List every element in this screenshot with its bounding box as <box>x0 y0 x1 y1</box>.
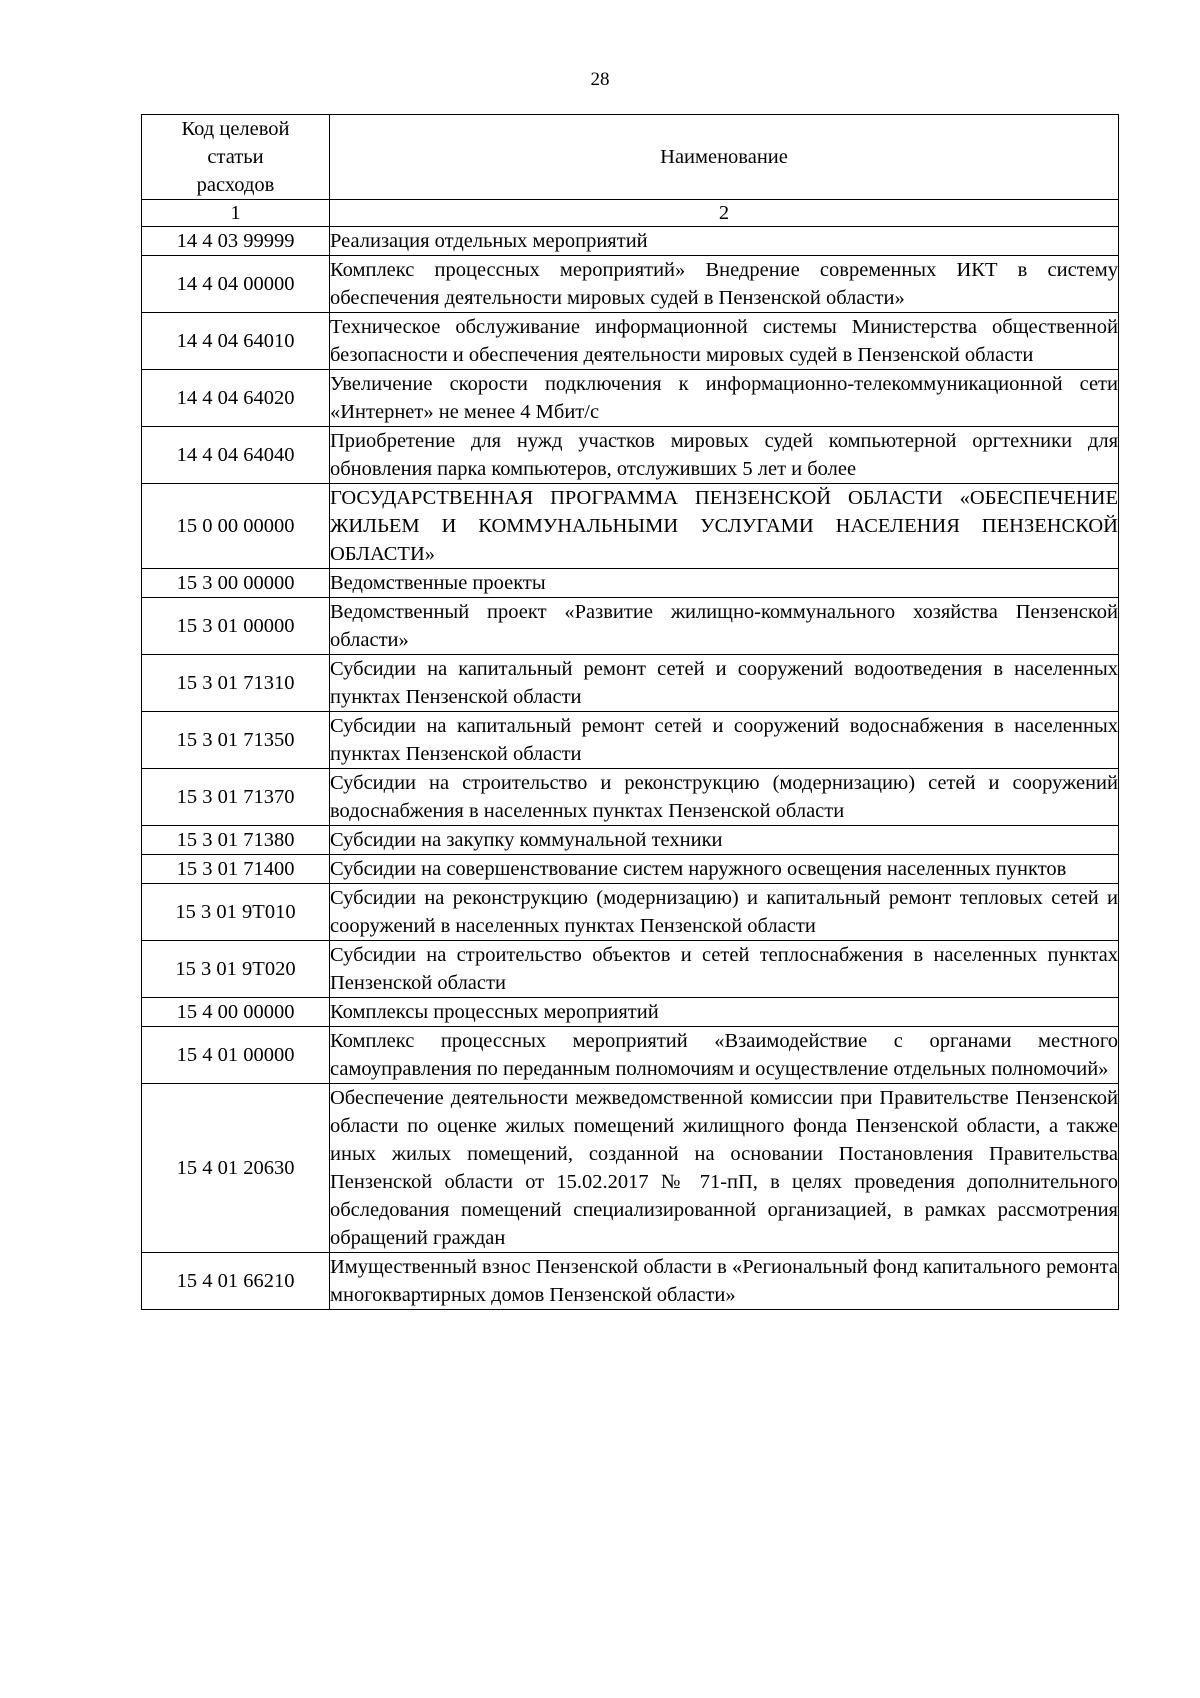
budget-code-table <box>141 114 1119 1310</box>
row-name: Имущественный взнос Пензенской области в «Региональный фонд капитального ремонта многоквартирных домов Пензенской области» <box>330 1253 1119 1310</box>
row-code: 15 4 00 00000 <box>142 998 330 1027</box>
row-name: Субсидии на капитальный ремонт сетей и сооружений водоотведения в населенных пунктах Пензенской области <box>330 655 1119 712</box>
row-code: 15 3 01 00000 <box>142 598 330 655</box>
row-name: Обеспечение деятельности межведомственной комиссии при Правительстве Пензенской области по оценке жилых помещений жилищного фонда Пензенской области, а также иных жилых помещений, созданной на основании Постановления Правительства Пензенской области от 15.02.2017 № 71-пП, в целях проведения дополнительного обследования помещений специализированной организацией, в рамках рассмотрения обращений граждан <box>330 1084 1119 1253</box>
row-code: 15 4 01 66210 <box>142 1253 330 1310</box>
table-row <box>142 655 1119 712</box>
row-code: 14 4 04 00000 <box>142 256 330 313</box>
row-name: Субсидии на реконструкцию (модернизацию) и капитальный ремонт тепловых сетей и сооружений в населенных пунктах Пензенской области <box>330 884 1119 941</box>
table-row <box>142 484 1119 569</box>
page-number: 28 <box>590 69 610 90</box>
row-code: 15 3 00 00000 <box>142 569 330 598</box>
row-code: 14 4 04 64040 <box>142 427 330 484</box>
table-row <box>142 769 1119 826</box>
table-row <box>142 1253 1119 1310</box>
header-code <box>142 115 330 200</box>
table-row <box>142 227 1119 256</box>
table-row <box>142 1084 1119 1253</box>
row-name: Приобретение для нужд участков мировых судей компьютерной оргтехники для обновления парка компьютеров, отслуживших 5 лет и более <box>330 427 1119 484</box>
table-row <box>142 598 1119 655</box>
row-name: Субсидии на капитальный ремонт сетей и сооружений водоснабжения в населенных пунктах Пензенской области <box>330 712 1119 769</box>
row-name: Техническое обслуживание информационной системы Министерства общественной безопасности и обеспечения деятельности мировых судей в Пензенской области <box>330 313 1119 370</box>
row-name: ГОСУДАРСТВЕННАЯ ПРОГРАММА ПЕНЗЕНСКОЙ ОБЛАСТИ «ОБЕСПЕЧЕНИЕ ЖИЛЬЕМ И КОММУНАЛЬНЫМИ УСЛУГАМИ НАСЕЛЕНИЯ ПЕНЗЕНСКОЙ ОБЛАСТИ» <box>330 484 1119 569</box>
table-row <box>142 941 1119 998</box>
row-code: 14 4 04 64020 <box>142 370 330 427</box>
table-header-row <box>142 115 1119 200</box>
row-name: Субсидии на строительство и реконструкцию (модернизацию) сетей и сооружений водоснабжения в населенных пунктах Пензенской области <box>330 769 1119 826</box>
row-name: Ведомственные проекты <box>330 569 1119 598</box>
table-row <box>142 1027 1119 1084</box>
table-row <box>142 256 1119 313</box>
table-row <box>142 569 1119 598</box>
table-row <box>142 855 1119 884</box>
table-row <box>142 427 1119 484</box>
row-code: 15 0 00 00000 <box>142 484 330 569</box>
row-code: 15 3 01 71380 <box>142 826 330 855</box>
column-number-row <box>142 200 1119 227</box>
row-name: Увеличение скорости подключения к информационно-телекоммуникационной сети «Интернет» не менее 4 Мбит/с <box>330 370 1119 427</box>
header-code-line: расходов <box>196 174 275 196</box>
row-name: Реализация отдельных мероприятий <box>330 227 1119 256</box>
header-code-line: статьи <box>207 146 264 168</box>
row-code: 15 4 01 00000 <box>142 1027 330 1084</box>
table-body <box>142 200 1119 1310</box>
table-row <box>142 884 1119 941</box>
column-number: 2 <box>330 200 1119 227</box>
row-code: 15 3 01 9Т010 <box>142 884 330 941</box>
row-name: Субсидии на совершенствование систем наружного освещения населенных пунктов <box>330 855 1119 884</box>
table-row <box>142 313 1119 370</box>
table-row <box>142 712 1119 769</box>
row-code: 15 3 01 71370 <box>142 769 330 826</box>
row-code: 14 4 04 64010 <box>142 313 330 370</box>
row-name: Ведомственный проект «Развитие жилищно-коммунального хозяйства Пензенской области» <box>330 598 1119 655</box>
row-code: 15 4 01 20630 <box>142 1084 330 1253</box>
row-name: Комплексы процессных мероприятий <box>330 998 1119 1027</box>
table-row <box>142 370 1119 427</box>
row-name: Комплекс процессных мероприятий «Взаимодействие с органами местного самоуправления по переданным полномочиям и осуществление отдельных полномочий» <box>330 1027 1119 1084</box>
row-name: Субсидии на закупку коммунальной техники <box>330 826 1119 855</box>
row-code: 15 3 01 71350 <box>142 712 330 769</box>
row-name: Субсидии на строительство объектов и сетей теплоснабжения в населенных пунктах Пензенской области <box>330 941 1119 998</box>
table-row <box>142 826 1119 855</box>
row-code: 14 4 03 99999 <box>142 227 330 256</box>
table-row <box>142 998 1119 1027</box>
row-name: Комплекс процессных мероприятий» Внедрение современных ИКТ в систему обеспечения деятельности мировых судей в Пензенской области» <box>330 256 1119 313</box>
row-code: 15 3 01 71310 <box>142 655 330 712</box>
column-number: 1 <box>142 200 330 227</box>
header-name: Наименование <box>330 115 1119 200</box>
row-code: 15 3 01 71400 <box>142 855 330 884</box>
row-code: 15 3 01 9Т020 <box>142 941 330 998</box>
header-code-line: Код целевой <box>181 118 290 140</box>
